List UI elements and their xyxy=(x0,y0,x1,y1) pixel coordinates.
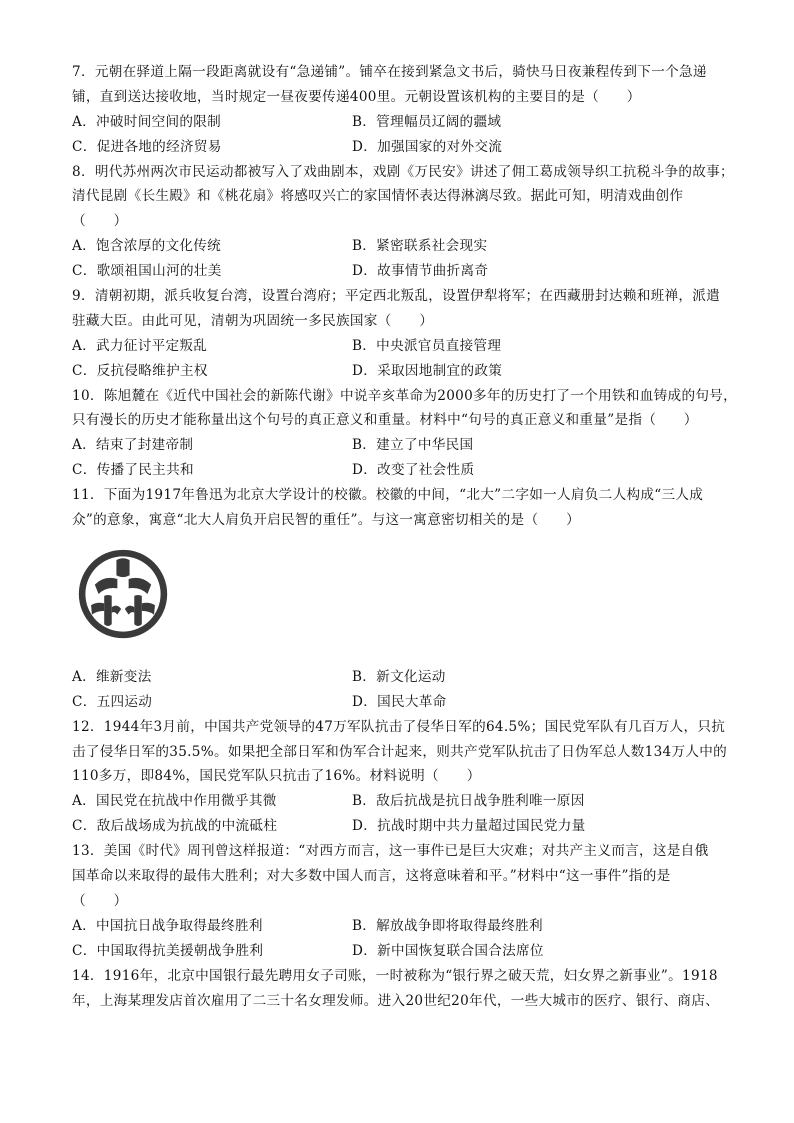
option-row xyxy=(72,359,724,384)
question-10 xyxy=(72,384,738,484)
question-text: 10．陈旭麓在《近代中国社会的新陈代谢》中说辛亥革命为2000多年的历史打了一个用铁和血铸成的句号， xyxy=(72,387,738,404)
option-b[interactable]: B．敌后抗战是抗日战争胜利唯一原因 xyxy=(352,793,585,810)
question-text: 众”的意象，寓意“北大人肩负开启民智的重任”。与这一寓意密切相关的是（ ） xyxy=(72,512,581,529)
option-c[interactable]: C．反抗侵略维护主权 xyxy=(72,362,208,379)
option-row xyxy=(72,914,724,939)
option-a[interactable]: A．冲破时间空间的限制 xyxy=(72,113,222,130)
option-d[interactable]: D．改变了社会性质 xyxy=(352,462,475,479)
peking-university-emblem xyxy=(72,533,724,665)
question-12 xyxy=(72,715,728,839)
question-text: 11．下面为1917年鲁迅为北京大学设计的校徽。校徽的中间，“北大”二字如一人肩负二人构成“三人成 xyxy=(72,487,704,504)
question-text: 年，上海某理发店首次雇用了二三十名女理发师。进入20世纪20年代，一些大城市的医疗、银行、商店、 xyxy=(72,992,720,1009)
option-d[interactable]: D．采取因地制宜的政策 xyxy=(352,362,503,379)
option-b[interactable]: B．建立了中华民国 xyxy=(352,437,474,454)
question-text: （ ） xyxy=(72,892,128,909)
question-text: 110多万，即84%，国民党军队只抗击了16%。材料说明（ ） xyxy=(72,768,481,785)
question-text: 只有漫长的历史才能称量出这个句号的真正意义和重量。材料中“句号的真正意义和重量”是指（ ） xyxy=(72,412,698,429)
option-b[interactable]: B．紧密联系社会现实 xyxy=(352,238,488,255)
question-text: （ ） xyxy=(72,213,128,230)
option-c[interactable]: C．歌颂祖国山河的壮美 xyxy=(72,263,222,280)
question-text: 12．1944年3月前，中国共产党领导的47万军队抗击了侵华日军的64.5%；国民党军队有几百万人，只抗 xyxy=(72,718,726,735)
option-row xyxy=(72,690,724,715)
question-text: 8．明代苏州两次市民运动都被写入了戏曲剧本，戏剧《万民安》讲述了佣工葛成领导织工抗税斗争的故事； xyxy=(72,163,734,180)
option-b[interactable]: B．新文化运动 xyxy=(352,668,446,685)
question-9 xyxy=(72,284,724,384)
question-text: 9．清朝初期，派兵收复台湾，设置台湾府；平定西北叛乱，设置伊犁将军；在西藏册封达赖和班禅，派遣 xyxy=(72,288,721,305)
option-d[interactable]: D．加强国家的对外交流 xyxy=(352,138,503,155)
option-a[interactable]: A．武力征讨平定叛乱 xyxy=(72,337,208,354)
question-text: 7．元朝在驿道上隔一段距离就设有“急递铺”。铺卒在接到紧急文书后，骑快马日夜兼程传到下一个急递 xyxy=(72,64,707,80)
option-d[interactable]: D．新中国恢复联合国合法席位 xyxy=(352,942,544,959)
option-c[interactable]: C．中国取得抗美援朝战争胜利 xyxy=(72,942,264,959)
option-a[interactable]: A．中国抗日战争取得最终胜利 xyxy=(72,917,263,934)
question-14 xyxy=(72,964,724,1014)
question-text: 击了侵华日军的35.5%。如果把全部日军和伪军合计起来，则共产党军队抗击了日伪军总人数134万人中的 xyxy=(72,743,728,760)
option-d[interactable]: D．国民大革命 xyxy=(352,693,447,710)
option-row xyxy=(72,110,724,135)
question-13 xyxy=(72,839,724,963)
option-row xyxy=(72,665,724,690)
option-row xyxy=(72,789,724,814)
option-a[interactable]: A．饱含浓厚的文化传统 xyxy=(72,238,222,255)
option-row xyxy=(72,334,724,359)
question-8 xyxy=(72,160,734,284)
question-text: 14．1916年，北京中国银行最先聘用女子司账，一时被称为“银行界之破天荒，妇女界之新事业”。1918 xyxy=(72,967,718,984)
question-text: 13．美国《时代》周刊曾这样报道：“对西方而言，这一事件已是巨大灾难；对共产主义而言，这是自俄 xyxy=(72,843,709,860)
option-c[interactable]: C．敌后战场成为抗战的中流砥柱 xyxy=(72,818,278,835)
option-b[interactable]: B．解放战争即将取得最终胜利 xyxy=(352,917,543,934)
option-b[interactable]: B．管理幅员辽阔的疆域 xyxy=(352,113,502,130)
option-row xyxy=(72,259,724,284)
option-c[interactable]: C．促进各地的经济贸易 xyxy=(72,138,222,155)
question-text: 清代昆剧《长生殿》和《桃花扇》将感叹兴亡的家国情怀表达得淋漓尽致。据此可知，明清戏曲创作 xyxy=(72,188,684,205)
option-d[interactable]: D．故事情节曲折离奇 xyxy=(352,263,489,280)
option-d[interactable]: D．抗战时期中共力量超过国民党力量 xyxy=(352,818,586,835)
option-row xyxy=(72,135,724,160)
exam-page xyxy=(72,60,738,1013)
option-row xyxy=(72,433,724,458)
question-7 xyxy=(72,60,724,160)
question-text: 驻藏大臣。由此可见，清朝为巩固统一多民族国家（ ） xyxy=(72,312,434,329)
option-a[interactable]: A．国民党在抗战中作用微乎其微 xyxy=(72,793,277,810)
option-c[interactable]: C．传播了民主共和 xyxy=(72,462,194,479)
university-emblem-icon xyxy=(76,547,170,641)
question-11 xyxy=(72,483,724,715)
question-text: 铺，直到送达接收地，当时规定一昼夜要传递400里。元朝设置该机构的主要目的是（ ） xyxy=(72,88,641,105)
option-row xyxy=(72,234,724,259)
option-a[interactable]: A．维新变法 xyxy=(72,668,152,685)
option-row xyxy=(72,939,724,964)
option-row xyxy=(72,458,724,483)
option-b[interactable]: B．中央派官员直接管理 xyxy=(352,337,502,354)
option-a[interactable]: A．结束了封建帝制 xyxy=(72,437,194,454)
question-text: 国革命以来取得的最伟大胜利；对大多数中国人而言，这将意味着和平。”材料中“这一事件”指的是 xyxy=(72,868,671,885)
option-row xyxy=(72,814,724,839)
option-c[interactable]: C．五四运动 xyxy=(72,693,153,710)
